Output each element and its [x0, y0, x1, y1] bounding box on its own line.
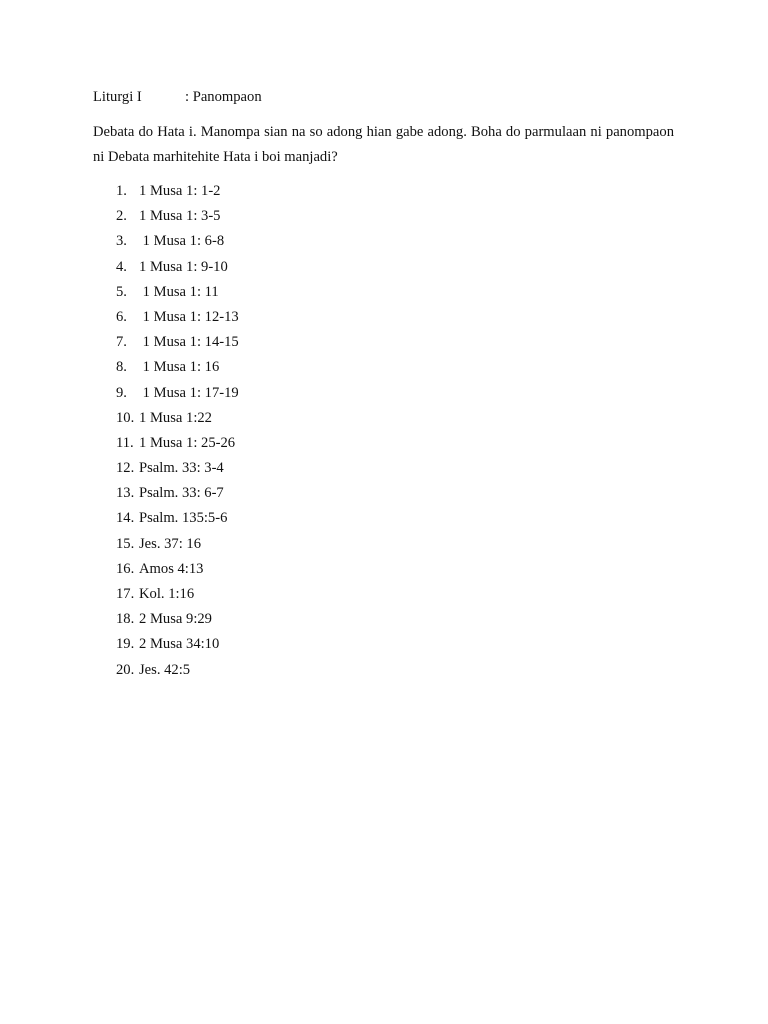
list-item-number: 14. [116, 510, 135, 527]
list-item-reference: 1 Musa 1: 1-2 [139, 183, 221, 199]
list-item-number: 8. [116, 359, 127, 376]
list-item-reference: Jes. 42:5 [139, 661, 191, 678]
list-item-number: 15. [116, 535, 135, 552]
list-item [116, 356, 239, 381]
list-item-reference: 2 Musa 9:29 [139, 611, 212, 628]
list-item-number: 1. [116, 183, 127, 199]
list-item-reference: 2 Musa 34:10 [139, 636, 220, 653]
list-item-number: 11. [116, 434, 134, 451]
list-item-reference: 1 Musa 1: 9-10 [139, 258, 228, 275]
list-item [116, 608, 239, 633]
list-item-reference: Jes. 37: 16 [139, 535, 202, 552]
list-item-number: 19. [116, 636, 135, 653]
list-item-reference: 1 Musa 1: 12-13 [139, 308, 239, 325]
list-item-number: 3. [116, 233, 127, 250]
list-item [116, 457, 239, 482]
list-item-number: 12. [116, 460, 135, 477]
list-item-reference: 1 Musa 1: 17-19 [139, 384, 239, 401]
list-item-reference: Amos 4:13 [139, 560, 204, 577]
list-item [116, 230, 239, 255]
list-item-reference: Psalm. 33: 3-4 [139, 460, 224, 477]
list-item-reference: Psalm. 33: 6-7 [139, 485, 224, 502]
list-item [116, 256, 239, 281]
list-item-reference: 1 Musa 1: 16 [139, 359, 220, 376]
scripture-reference-list [116, 180, 239, 684]
list-item-number: 4. [116, 258, 127, 275]
list-item [116, 633, 239, 658]
list-item-number: 5. [116, 283, 127, 300]
list-item-number: 10. [116, 409, 135, 426]
list-item-number: 13. [116, 485, 135, 502]
list-item-number: 20. [116, 661, 135, 678]
list-item-reference: 1 Musa 1: 25-26 [139, 434, 236, 451]
list-item-number: 7. [116, 334, 127, 351]
intro-paragraph: Debata do Hata i. Manompa sian na so adong hian gabe adong. Boha do parmulaan ni panompaon ni Debata marhitehite Hata i boi manjadi? [93, 124, 674, 165]
list-item-number: 9. [116, 384, 127, 401]
list-item-reference: Kol. 1:16 [139, 586, 195, 602]
list-item-number: 18. [116, 611, 135, 628]
list-item [116, 205, 239, 230]
list-item [116, 281, 239, 306]
list-item [116, 382, 239, 407]
list-item [116, 407, 239, 432]
list-item-reference: 1 Musa 1: 14-15 [139, 334, 239, 351]
list-item [116, 331, 239, 356]
list-item [116, 306, 239, 331]
list-item [116, 482, 239, 507]
list-item-reference: 1 Musa 1:22 [139, 409, 212, 426]
list-item [116, 533, 239, 558]
liturgy-label: Liturgi I [93, 89, 142, 105]
list-item-number: 16. [116, 560, 135, 577]
list-item-reference: 1 Musa 1: 3-5 [139, 208, 221, 225]
list-item [116, 583, 239, 608]
list-item [116, 507, 239, 532]
list-item-number: 2. [116, 208, 127, 225]
list-item [116, 432, 239, 457]
liturgy-heading [93, 87, 262, 107]
list-item-reference: 1 Musa 1: 11 [139, 283, 219, 300]
list-item [116, 180, 239, 205]
list-item [116, 558, 239, 583]
liturgy-title: : Panompaon [185, 89, 262, 105]
list-item-reference: Psalm. 135:5-6 [139, 510, 228, 527]
list-item-reference: 1 Musa 1: 6-8 [139, 233, 225, 250]
list-item-number: 6. [116, 308, 127, 325]
list-item [116, 659, 239, 684]
list-item-number: 17. [116, 586, 135, 602]
